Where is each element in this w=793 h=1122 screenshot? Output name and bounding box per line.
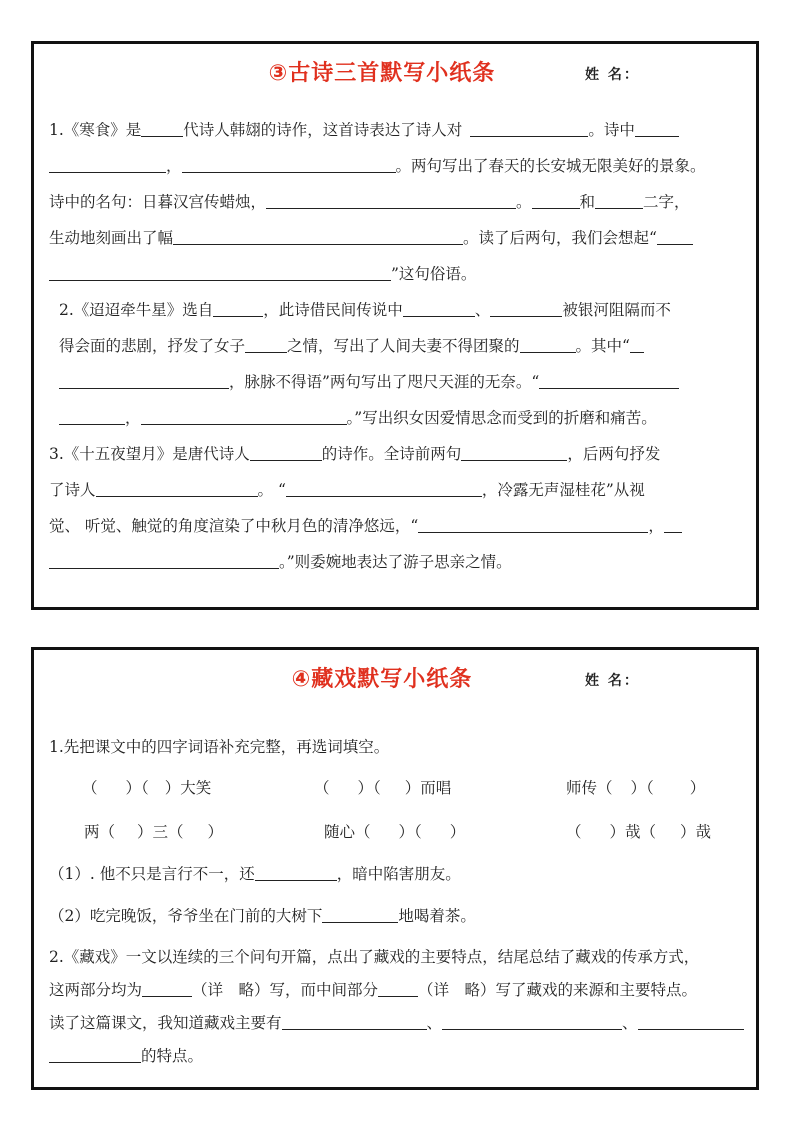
answer-blank[interactable] (378, 980, 418, 997)
answer-blank[interactable] (635, 120, 679, 137)
idiom-item: 两（ ）三（ ） (84, 823, 224, 841)
idiom-item: （ ）哉（ ）哉 (566, 823, 712, 841)
answer-blank[interactable] (664, 516, 682, 533)
answer-blank[interactable] (49, 156, 166, 173)
answer-blank[interactable] (96, 480, 258, 497)
answer-blank[interactable] (657, 228, 693, 245)
answer-blank[interactable] (49, 552, 279, 569)
answer-blank[interactable] (49, 264, 391, 281)
answer-blank[interactable] (282, 1013, 427, 1030)
answer-blank[interactable] (141, 408, 347, 425)
name-label: 姓 名： (585, 67, 640, 83)
answer-blank[interactable] (59, 372, 229, 389)
question-line: ”这句俗语。 (49, 264, 476, 284)
question-line: 1.《寒食》是 代诗人韩翃的诗作，这首诗表达了诗人对 。诗中 (49, 120, 679, 140)
name-label: 姓 名： (585, 673, 640, 689)
dictation-card-ancient-poems (31, 41, 759, 610)
question-line: 2.《迢迢牵牛星》选自 ，此诗借民间传说中 、 被银河阻隔而不 (59, 301, 671, 319)
question-line: ，脉脉不得语”两句写出了咫尺天涯的无奈。“ (59, 372, 679, 392)
answer-blank[interactable] (322, 906, 398, 923)
question-line: 得会面的悲剧，抒发了女子 之情，写出了人间夫妻不得团聚的 。其中“ (59, 336, 644, 356)
answer-blank[interactable] (266, 192, 516, 209)
answer-blank[interactable] (539, 372, 679, 389)
question-line: ， 。”写出织女因爱情思念而受到的折磨和痛苦。 (59, 408, 657, 428)
answer-blank[interactable] (49, 1046, 141, 1063)
question-line: 诗中的名句：日暮汉宫传蜡烛， 。 和 二字， (49, 193, 690, 211)
card-title: ③古诗三首默写小纸条 (268, 61, 496, 86)
answer-blank[interactable] (255, 864, 337, 881)
answer-blank[interactable] (250, 444, 322, 461)
idiom-item: 随心（ ）（ ） (324, 823, 466, 841)
answer-blank[interactable] (490, 300, 562, 317)
idiom-item: （ ）（ ）而唱 (314, 779, 452, 797)
answer-blank[interactable] (59, 408, 125, 425)
fill-sentence: （1）. 他不只是言行不一，还 ，暗中陷害朋友。 (49, 865, 461, 883)
idiom-item: 师传（ ）（ ） (566, 779, 706, 797)
answer-blank[interactable] (173, 228, 463, 245)
card-title: ④藏戏默写小纸条 (291, 667, 473, 692)
dictation-card-tibetan-opera (31, 647, 759, 1090)
answer-blank[interactable] (213, 300, 263, 317)
answer-blank[interactable] (461, 444, 567, 461)
answer-blank[interactable] (470, 120, 588, 137)
question-line: 这两部分均为 （详 略）写，而中间部分 （详 略）写了藏戏的来源和主要特点。 (49, 981, 698, 999)
question-line: 。”则委婉地表达了游子思亲之情。 (49, 552, 512, 572)
answer-blank[interactable] (418, 516, 648, 533)
instruction: 1.先把课文中的四字词语补充完整，再选词填空。 (49, 738, 390, 756)
answer-blank[interactable] (630, 336, 644, 353)
fill-sentence: （2）吃完晚饭，爷爷坐在门前的大树下 地喝着茶。 (49, 907, 476, 925)
answer-blank[interactable] (245, 336, 287, 353)
answer-blank[interactable] (595, 192, 643, 209)
answer-blank[interactable] (182, 156, 396, 173)
answer-blank[interactable] (142, 980, 192, 997)
idiom-item: （ ）（ ）大笑 (82, 779, 212, 797)
question-line: 生动地刻画出了幅 。读了后两句，我们会想起“ (49, 228, 693, 248)
answer-blank[interactable] (532, 192, 580, 209)
question-line: 2.《藏戏》一文以连续的三个问句开篇，点出了藏戏的主要特点，结尾总结了藏戏的传承方式， (49, 948, 700, 966)
answer-blank[interactable] (403, 300, 475, 317)
answer-blank[interactable] (141, 120, 183, 137)
answer-blank[interactable] (520, 336, 576, 353)
answer-blank[interactable] (638, 1013, 744, 1030)
question-line: ， 。两句写出了春天的长安城无限美好的景象。 (49, 156, 706, 176)
question-line: 了诗人 。 “ ，冷露无声湿桂花”从视 (49, 481, 645, 499)
question-line: 的特点。 (49, 1046, 203, 1066)
answer-blank[interactable] (442, 1013, 622, 1030)
question-line: 3.《十五夜望月》是唐代诗人 的诗作。全诗前两句 ，后两句抒发 (49, 445, 661, 463)
answer-blank[interactable] (286, 480, 482, 497)
question-line: 读了这篇课文，我知道藏戏主要有 、 、 (49, 1013, 744, 1033)
question-line: 觉、 听觉、触觉的角度渲染了中秋月色的清净悠远，“ ， (49, 516, 682, 536)
